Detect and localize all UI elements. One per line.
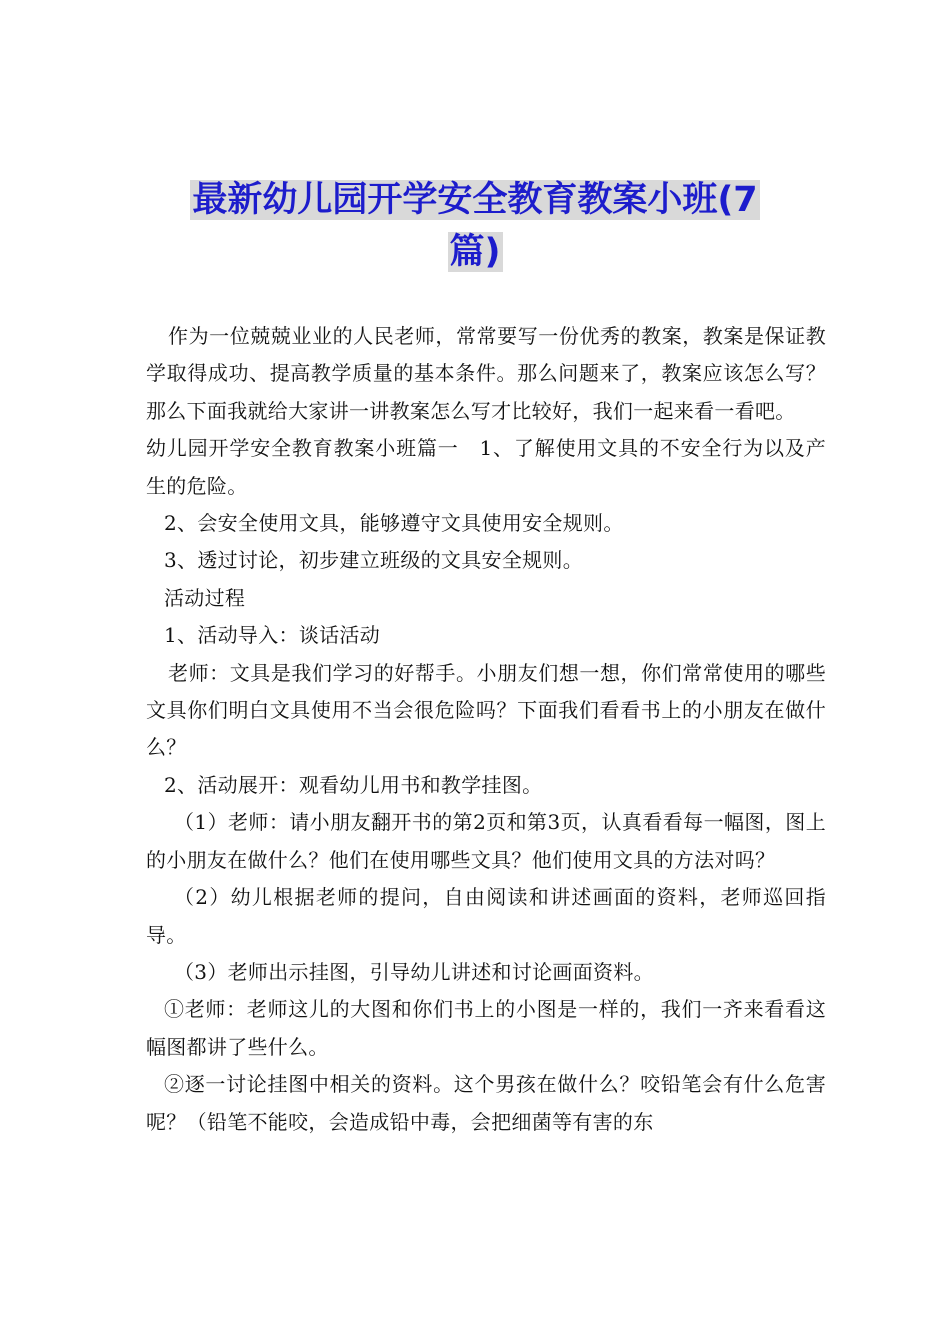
sub-step-2: （2）幼儿根据老师的提问，自由阅读和讲述画面的资料，老师巡回指导。 xyxy=(146,885,826,947)
sub-step-1: （1）老师：请小朋友翻开书的第2页和第3页，认真看看每一幅图，图上的小朋友在做什么？他们在使用哪些文具？他们使用文具的方法对吗？ xyxy=(146,810,826,872)
activity-step-2: 2、活动展开：观看幼儿用书和教学挂图。 xyxy=(164,772,543,797)
activity-process-heading: 活动过程 xyxy=(164,585,246,610)
document-title-line-1: 最新幼儿园开学安全教育教案小班(7 xyxy=(192,180,758,220)
intro-paragraph: 作为一位兢兢业业的人民老师，常常要写一份优秀的教案，教案是保证教学取得成功、提高教学质量的基本条件。那么问题来了，教案应该怎么写？那么下面我就给大家讲一讲教案怎么写才比较好，我们一起来看一看吧。 xyxy=(146,324,826,423)
document-body xyxy=(146,318,826,1141)
objective-3: 3、透过讨论，初步建立班级的文具安全规则。 xyxy=(164,548,584,573)
section-heading-paragraph: 幼儿园开学安全教育教案小班篇一 1、了解使用文具的不安全行为以及产生的危险。 xyxy=(146,436,826,498)
document-title-line-2: 篇) xyxy=(449,232,501,272)
sub-step-3: （3）老师出示挂图，引导幼儿讲述和讨论画面资料。 xyxy=(174,959,654,984)
objective-2: 2、会安全使用文具，能够遵守文具使用安全规则。 xyxy=(164,511,624,536)
circled-item-1: ①老师：老师这儿的大图和你们书上的小图是一样的，我们一齐来看看这幅图都讲了些什么。 xyxy=(146,997,826,1059)
circled-item-2: ②逐一讨论挂图中相关的资料。这个男孩在做什么？咬铅笔会有什么危害呢？（铅笔不能咬，会造成铅中毒，会把细菌等有害的东 xyxy=(146,1072,826,1134)
activity-step-1: 1、活动导入：谈话活动 xyxy=(164,623,381,648)
teacher-dialogue-paragraph: 老师：文具是我们学习的好帮手。小朋友们想一想，你们常常使用的哪些文具你们明白文具使用不当会很危险吗？下面我们看看书上的小朋友在做什么？ xyxy=(146,660,826,760)
